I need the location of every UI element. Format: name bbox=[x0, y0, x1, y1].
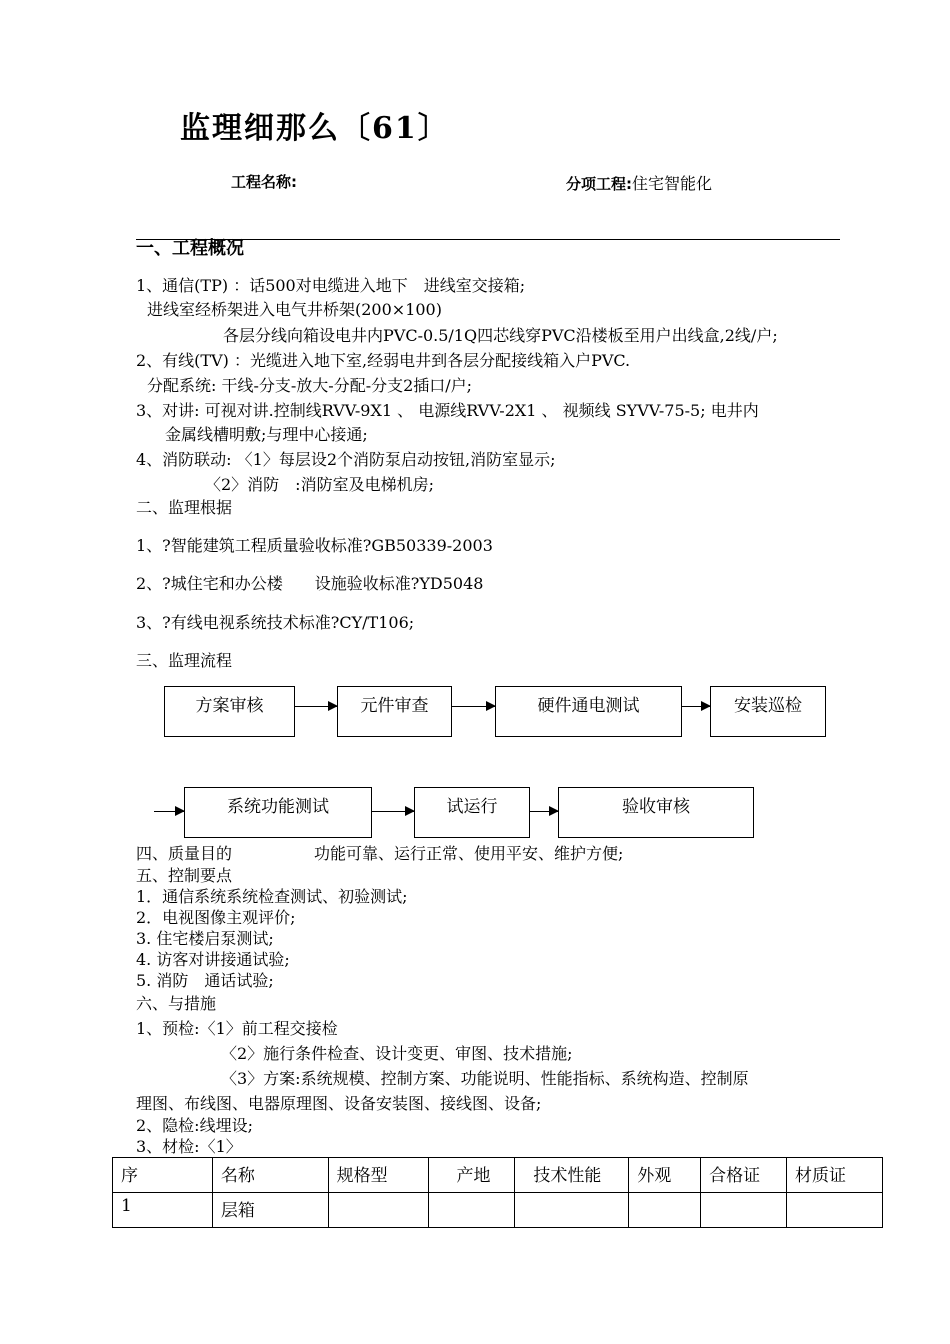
section4-heading: 四、质量目的 bbox=[136, 844, 233, 863]
section1-heading: 一、工程概况 bbox=[136, 238, 244, 259]
header-certificate: 合格证 bbox=[701, 1158, 787, 1193]
control-point: 5. 消防 通话试验; bbox=[136, 971, 274, 990]
overview-line: 各层分线向箱设电井内PVC-0.5/1Q四芯线穿PVC沿楼板至用户出线盒,2线/户; bbox=[223, 326, 778, 345]
flow-step-plan-review: 方案审核 bbox=[164, 686, 295, 737]
flow-arrow bbox=[372, 811, 414, 812]
section2-heading: 二、监理根据 bbox=[136, 498, 233, 517]
table-row bbox=[113, 1193, 883, 1228]
section6-heading: 六、与措施 bbox=[136, 994, 217, 1013]
flow-step-trial-run: 试运行 bbox=[414, 787, 530, 838]
control-point: 3. 住宅楼启泵测试; bbox=[136, 929, 274, 948]
quality-target: 功能可靠、运行正常、使用平安、维护方便; bbox=[314, 844, 624, 863]
flow-step-install-inspection: 安装巡检 bbox=[710, 686, 826, 737]
measure-line: 〈3〉方案:系统规模、控制方案、功能说明、性能指标、系统构造、控制原 bbox=[221, 1069, 749, 1088]
cell: 1 bbox=[113, 1193, 213, 1228]
header-material-cert: 材质证 bbox=[787, 1158, 883, 1193]
cell bbox=[629, 1193, 701, 1228]
section3-heading: 三、监理流程 bbox=[136, 651, 233, 670]
header-performance: 技术性能 bbox=[515, 1158, 629, 1193]
sub-project-label: 分项工程: bbox=[566, 175, 632, 193]
cell bbox=[328, 1193, 428, 1228]
flow-arrow bbox=[295, 706, 337, 707]
flow-step-power-test: 硬件通电测试 bbox=[495, 686, 682, 737]
control-point: 4. 访客对讲接通试验; bbox=[136, 950, 290, 969]
standard-item: 3、?有线电视系统技术标准?CY/T106; bbox=[136, 613, 415, 632]
cell bbox=[701, 1193, 787, 1228]
table-header-row bbox=[113, 1158, 883, 1193]
page-title: 监理细那么〔61〕 bbox=[180, 111, 450, 146]
cell: 层箱 bbox=[212, 1193, 328, 1228]
overview-line: 〈2〉消防 :消防室及电梯机房; bbox=[205, 475, 434, 494]
overview-line: 3、对讲: 可视对讲.控制线RVV-9X1 、 电源线RVV-2X1 、 视频线 SYVV-75-5; 电井内 bbox=[136, 401, 759, 420]
measure-line: 理图、布线图、电器原理图、设备安装图、接线图、设备; bbox=[136, 1094, 542, 1113]
flow-step-function-test: 系统功能测试 bbox=[184, 787, 372, 838]
section5-heading: 五、控制要点 bbox=[136, 866, 233, 885]
flow-arrow bbox=[452, 706, 495, 707]
control-point: 2．电视图像主观评价; bbox=[136, 908, 296, 927]
overview-line: 2、有线(TV) ：光缆进入地下室,经弱电井到各层分配接线箱入户PVC. bbox=[136, 351, 631, 370]
overview-line: 1、通信(TP) ：话500对电缆进入地下 进线室交接箱; bbox=[136, 276, 526, 295]
standard-item: 2、?城住宅和办公楼 设施验收标准?YD5048 bbox=[136, 574, 484, 593]
measure-line: 2、隐检:线埋设; bbox=[136, 1116, 253, 1135]
sub-project-value: 住宅智能化 bbox=[632, 174, 713, 193]
cell bbox=[515, 1193, 629, 1228]
overview-line: 分配系统: 干线-分支-放大-分配-分支2插口/户; bbox=[147, 376, 473, 395]
header-spec: 规格型 bbox=[328, 1158, 428, 1193]
overview-line: 金属线槽明敷;与理中心接通; bbox=[165, 425, 368, 444]
flow-step-component-review: 元件审查 bbox=[337, 686, 452, 737]
sub-project bbox=[566, 171, 712, 194]
flow-arrow bbox=[530, 811, 558, 812]
header-appearance: 外观 bbox=[629, 1158, 701, 1193]
flow-arrow bbox=[682, 706, 710, 707]
control-point: 1．通信系统系统检查测试、初验测试; bbox=[136, 887, 408, 906]
header-name: 名称 bbox=[212, 1158, 328, 1193]
header-seq: 序 bbox=[113, 1158, 213, 1193]
standard-item: 1、?智能建筑工程质量验收标准?GB50339-2003 bbox=[136, 536, 493, 555]
flow-arrow bbox=[154, 811, 184, 812]
measure-line: 1、预检:〈1〉前工程交接检 bbox=[136, 1019, 338, 1038]
overview-line: 进线室经桥架进入电气井桥架(200×100) bbox=[147, 300, 442, 319]
measure-line: 3、材检:〈1〉 bbox=[136, 1137, 242, 1156]
header-origin: 产地 bbox=[428, 1158, 515, 1193]
overview-line: 4、消防联动: 〈1〉每层设2个消防泵启动按钮,消防室显示; bbox=[136, 450, 556, 469]
project-name-label: 工程名称: bbox=[231, 173, 297, 191]
flow-step-acceptance: 验收审核 bbox=[558, 787, 754, 838]
materials-table bbox=[112, 1157, 883, 1228]
measure-line: 〈2〉施行条件检查、设计变更、审图、技术措施; bbox=[221, 1044, 573, 1063]
cell bbox=[428, 1193, 515, 1228]
cell bbox=[787, 1193, 883, 1228]
